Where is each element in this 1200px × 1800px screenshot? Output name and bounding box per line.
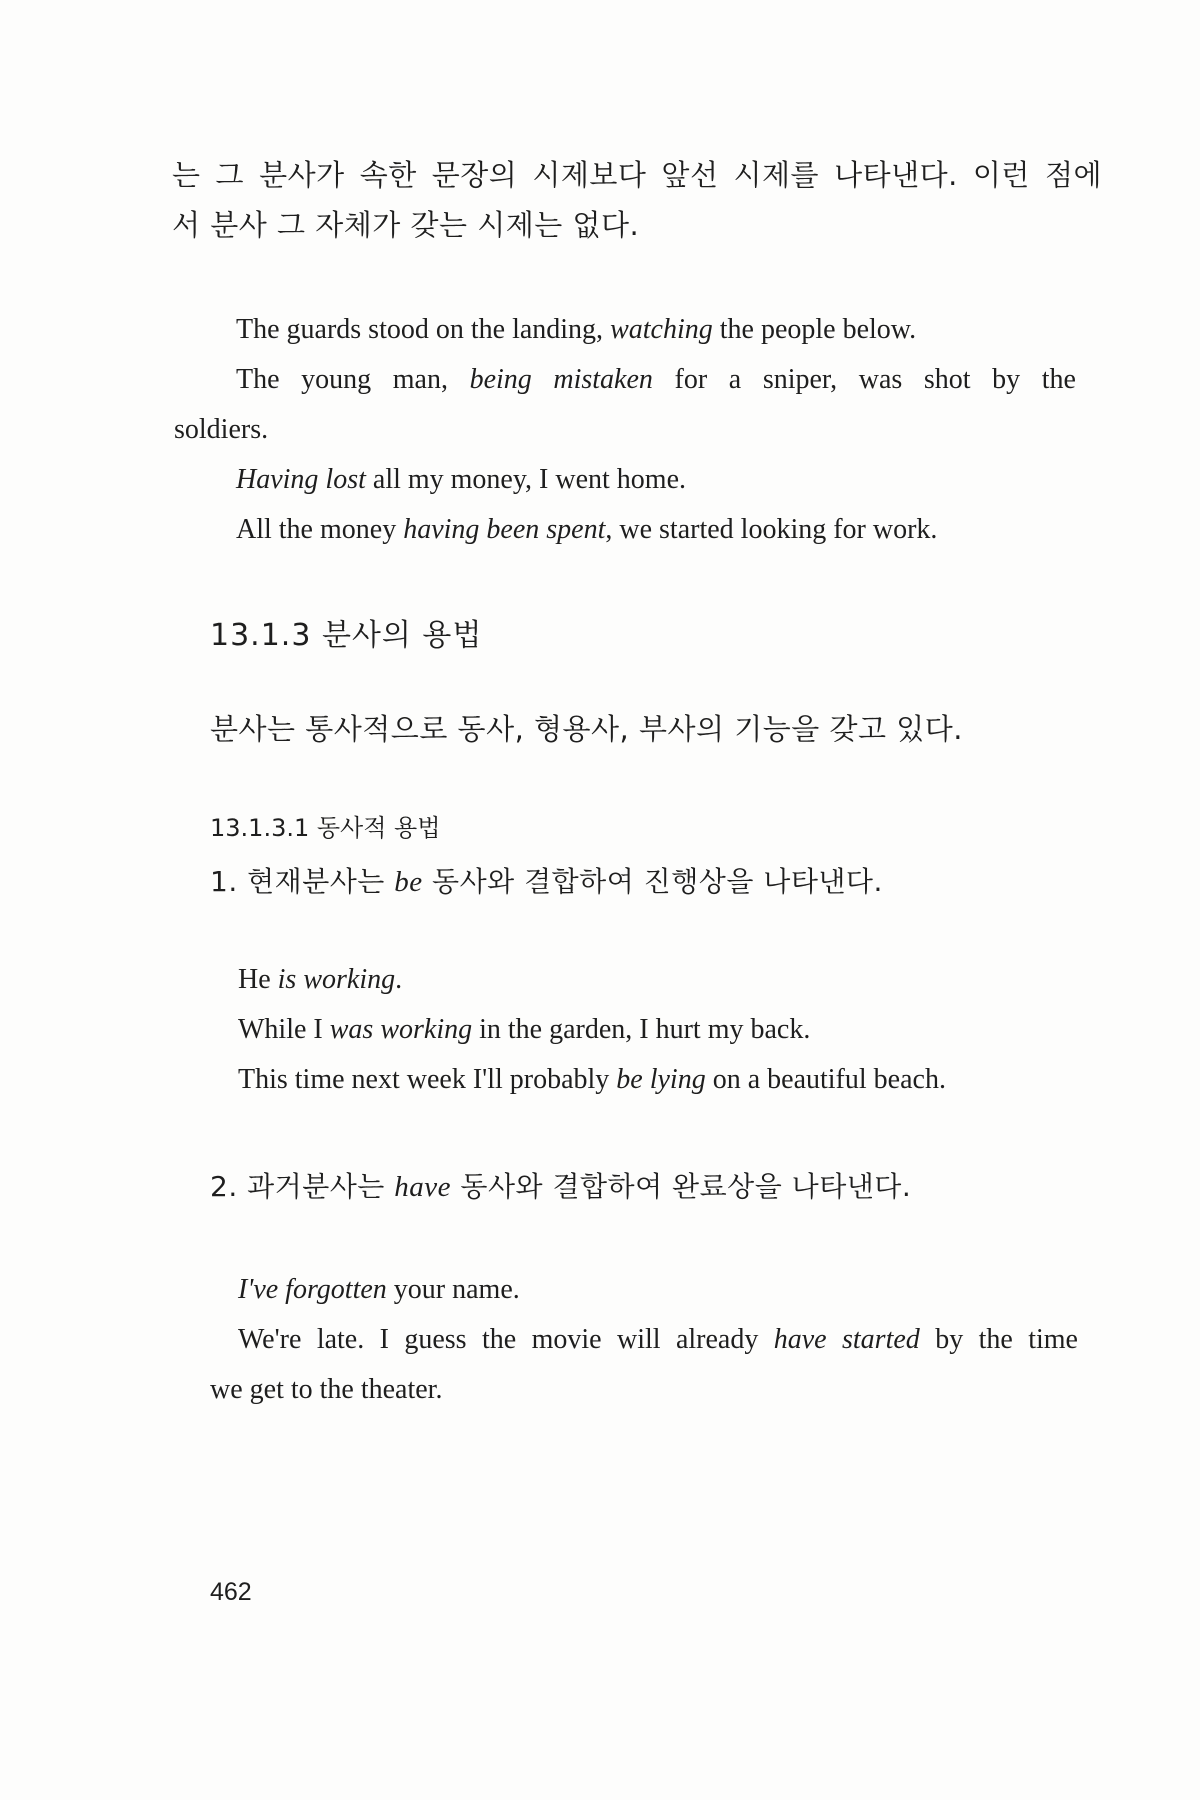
example-sentence: [238, 1055, 1078, 1105]
sentence-text: for a sniper, was shot by the: [652, 364, 1076, 395]
participle-phrase: was working: [329, 1014, 473, 1045]
sentence-text: He: [238, 964, 278, 995]
example-sentence-continuation: we get to the theater.: [210, 1374, 443, 1405]
section-intro: 분사는 통사적으로 동사, 형용사, 부사의 기능을 갖고 있다.: [210, 712, 964, 746]
participle-phrase: have started: [773, 1324, 920, 1355]
sentence-text: your name.: [386, 1274, 520, 1305]
participle-phrase: I've forgotten: [238, 1274, 387, 1305]
rule-text: 동사와 결합하여 진행상을 나타낸다.: [422, 865, 883, 898]
sentence-text: .: [395, 964, 403, 995]
example-sentence: [174, 505, 1076, 555]
participle-phrase: is working: [277, 964, 396, 995]
participle-phrase: Having lost: [236, 464, 366, 495]
sentence-text: , we started looking for work.: [605, 514, 938, 545]
paragraph-line: 서 분사 그 자체가 갖는 시제는 없다.: [172, 208, 640, 242]
example-sentence: [174, 455, 1076, 505]
example-sentences-tense: [174, 305, 1076, 555]
rule-text: 1. 현재분사는: [210, 865, 395, 898]
participle-phrase: watching: [610, 314, 713, 345]
paragraph-line: 는 그 분사가 속한 문장의 시제보다 앞선 시제를 나타낸다. 이런 점에: [172, 158, 1102, 192]
sentence-text: in the garden, I hurt my back.: [472, 1014, 811, 1045]
sentence-text: The guards stood on the landing,: [236, 314, 611, 345]
participle-phrase: having been spent: [403, 514, 606, 545]
sentence-text: the people below.: [712, 314, 917, 345]
section-heading: 13.1.3 분사의 용법: [210, 618, 483, 653]
sentence-text: While I: [238, 1014, 330, 1045]
rule-text: 2. 과거분사는: [210, 1170, 395, 1203]
example-sentences-perfect: [210, 1265, 1078, 1415]
sentence-text: The young man,: [236, 364, 470, 395]
page-number: 462: [210, 1578, 252, 1606]
participle-phrase: be lying: [616, 1064, 706, 1095]
sentence-text: This time next week I'll probably: [238, 1064, 617, 1095]
example-sentences-progressive: [238, 955, 1078, 1105]
example-sentence: [238, 955, 1078, 1005]
participle-phrase: being mistaken: [469, 364, 653, 395]
example-sentence: [210, 1265, 1078, 1315]
sentence-text: on a beautiful beach.: [705, 1064, 946, 1095]
sentence-text: We're late. I guess the movie will already: [238, 1324, 774, 1355]
example-sentence: [210, 1315, 1078, 1365]
rule-present-participle: [210, 860, 883, 900]
rule-keyword: be: [394, 866, 423, 898]
example-sentence: [238, 1005, 1078, 1055]
rule-keyword: have: [394, 1171, 452, 1203]
sentence-text: All the money: [236, 514, 404, 545]
rule-past-participle: [210, 1165, 911, 1205]
example-sentence: [174, 305, 1076, 355]
rule-text: 동사와 결합하여 완료상을 나타낸다.: [451, 1170, 912, 1203]
sentence-text: all my money, I went home.: [365, 464, 687, 495]
sentence-text: by the time: [919, 1324, 1078, 1355]
example-sentence-continuation: soldiers.: [174, 414, 269, 445]
korean-paragraph: [172, 150, 1102, 250]
subsection-heading: 13.1.3.1 동사적 용법: [210, 814, 441, 842]
example-sentence: [174, 355, 1076, 405]
